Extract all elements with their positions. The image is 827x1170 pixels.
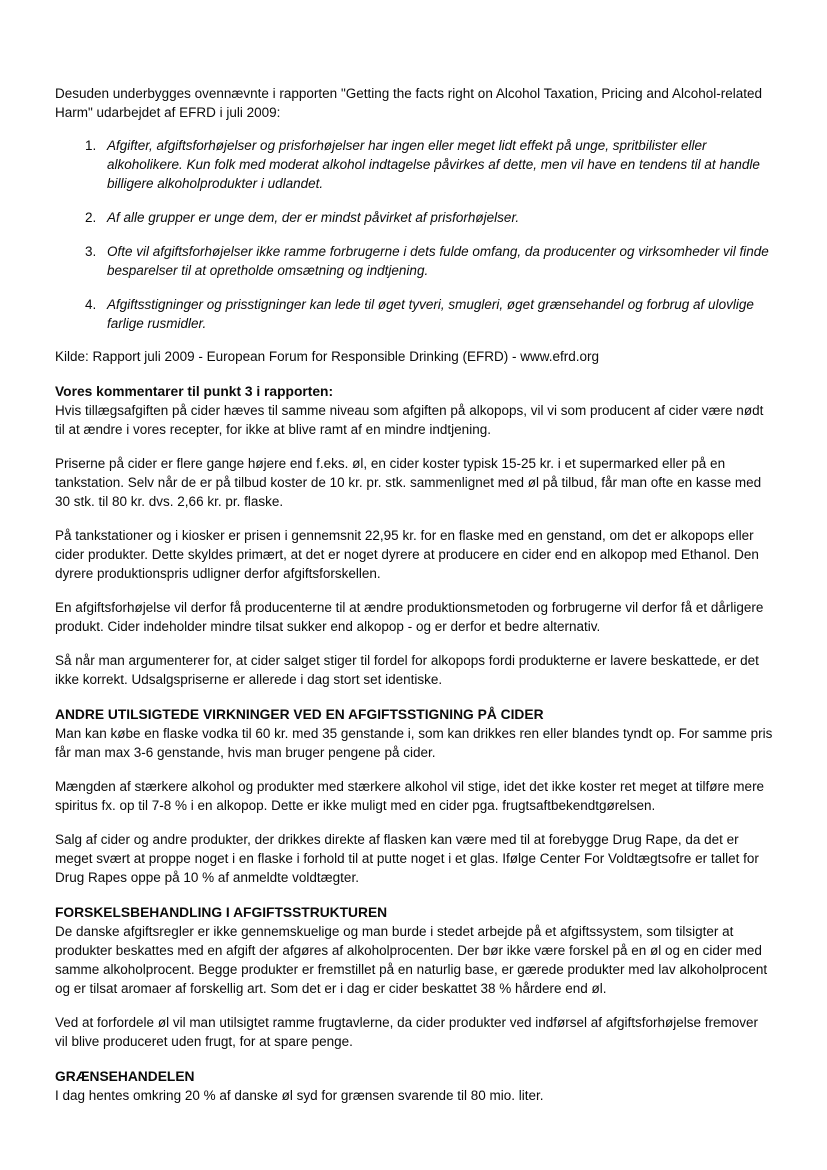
numbered-list xyxy=(55,136,774,333)
section-comments-on-point-3 xyxy=(55,382,774,689)
section-paragraph: Salg af cider og andre produkter, der drikkes direkte af flasken kan være med til at forebygge Drug Rape, da det er meget svært at proppe noget i en flaske i forhold til at putte noget i et glas. Ifølge Center For Voldtægtsofre er tallet for Drug Rapes oppe på 10 % af anmeldte voldtægter. xyxy=(55,832,759,885)
section-paragraph: De danske afgiftsregler er ikke gennemskuelige og man burde i stedet arbejde på et afgiftssystem, som tilsigter at produkter beskattes med en afgift der afgøres af alkoholprocenten. Der bør ikke være forskel på en øl og en cider med samme alkoholprocent. Begge produkter er fremstillet på en naturlig base, er gærede produkter med lav alkoholprocent og er tilsat aromaer af forskellig art. Som det er i dag er cider beskattet 38 % hårdere end øl. xyxy=(55,924,768,996)
source-line: Kilde: Rapport juli 2009 - European Forum for Responsible Drinking (EFRD) - www.efrd.org xyxy=(55,349,599,364)
section-heading: Vores kommentarer til punkt 3 i rapporten: xyxy=(55,384,334,399)
section-other-unintended-effects xyxy=(55,705,774,887)
list-item xyxy=(55,208,774,227)
section-paragraph: Man kan købe en flaske vodka til 60 kr. med 35 genstande i, som kan drikkes ren eller blandes tyndt op. For samme pris får man max 3-6 genstande, hvis man bruger pengene på cider. xyxy=(55,726,773,760)
section-paragraph: Ved at forfordele øl vil man utilsigtet ramme frugtavlerne, da cider produkter ved indførsel af afgiftsforhøjelse fremover vil blive produceret uden frugt, for at spare penge. xyxy=(55,1015,759,1049)
section-heading: FORSKELSBEHANDLING I AFGIFTSSTRUKTUREN xyxy=(55,905,388,920)
section-paragraph: I dag hentes omkring 20 % af danske øl syd for grænsen svarende til 80 mio. liter. xyxy=(55,1088,544,1103)
list-item-number: 4. xyxy=(85,297,97,312)
section-tax-structure-discrimination xyxy=(55,903,774,1051)
section-heading: GRÆNSEHANDELEN xyxy=(55,1069,195,1084)
section-border-trade xyxy=(55,1067,774,1105)
section-paragraph: Hvis tillægsafgiften på cider hæves til samme niveau som afgiften på alkopops, vil vi som producent af cider være nødt til at ændre i vores recepter, for ikke at blive ramt af en mindre indtjening. xyxy=(55,403,764,437)
list-item xyxy=(55,242,774,280)
section-paragraph: En afgiftsforhøjelse vil derfor få producenterne til at ændre produktionsmetoden og forbrugerne vil derfor få et dårligere produkt. Cider indeholder mindre tilsat sukker end alkopop - og er derfor et bedre alternativ. xyxy=(55,600,764,634)
list-item-number: 2. xyxy=(85,210,97,225)
list-item-text: Af alle grupper er unge dem, der er mindst påvirket af prisforhøjelser. xyxy=(107,210,520,225)
section-paragraph: Priserne på cider er flere gange højere end f.eks. øl, en cider koster typisk 15-25 kr. i et supermarked eller på en tankstation. Selv når de er på tilbud koster de 10 kr. pr. stk. sammenlignet med øl på tilbud, får man ofte en kasse med 30 stk. til 80 kr. dvs. 2,66 kr. pr. flaske. xyxy=(55,456,762,509)
list-item-text: Afgifter, afgiftsforhøjelser og prisforhøjelser har ingen eller meget lidt effekt på unge, spritbilister eller alkoholikere. Kun folk med moderat alkohol indtagelse påvirkes af dette, men vil have en tendens til at handle billigere alkoholprodukter i udlandet. xyxy=(107,138,760,191)
list-item xyxy=(55,295,774,333)
list-item xyxy=(55,136,774,193)
list-item-number: 1. xyxy=(85,138,97,153)
list-item-text: Afgiftsstigninger og prisstigninger kan lede til øget tyveri, smugleri, øget grænsehandel og forbrug af ulovlige farlige rusmidler. xyxy=(107,297,754,331)
list-item-text: Ofte vil afgiftsforhøjelser ikke ramme forbrugerne i dets fulde omfang, da producenter og virksomheder vil finde besparelser til at opretholde omsætning og indtjening. xyxy=(107,244,769,278)
section-heading: ANDRE UTILSIGTEDE VIRKNINGER VED EN AFGIFTSSTIGNING PÅ CIDER xyxy=(55,707,544,722)
section-paragraph: Så når man argumenterer for, at cider salget stiger til fordel for alkopops fordi produkterne er lavere beskattede, er det ikke korrekt. Udsalgspriserne er allerede i dag stort set identiske. xyxy=(55,653,759,687)
intro-paragraph: Desuden underbygges ovennævnte i rapporten "Getting the facts right on Alcohol Taxation, Pricing and Alcohol-related Harm" udarbejdet af EFRD i juli 2009: xyxy=(55,86,762,120)
list-item-number: 3. xyxy=(85,244,97,259)
section-paragraph: Mængden af stærkere alkohol og produkter med stærkere alkohol vil stige, idet det ikke koster ret meget at tilføre mere spiritus fx. op til 7-8 % i en alkopop. Dette er ikke muligt med en cider pga. frugtsaftbekendtgørelsen. xyxy=(55,779,765,813)
section-paragraph: På tankstationer og i kiosker er prisen i gennemsnit 22,95 kr. for en flaske med en genstand, om det er alkopops eller cider produkter. Dette skyldes primært, at det er noget dyrere at producere en cider end en alkopop med Ethanol. Den dyrere produktionspris udligner derfor afgiftsforskellen. xyxy=(55,528,759,581)
